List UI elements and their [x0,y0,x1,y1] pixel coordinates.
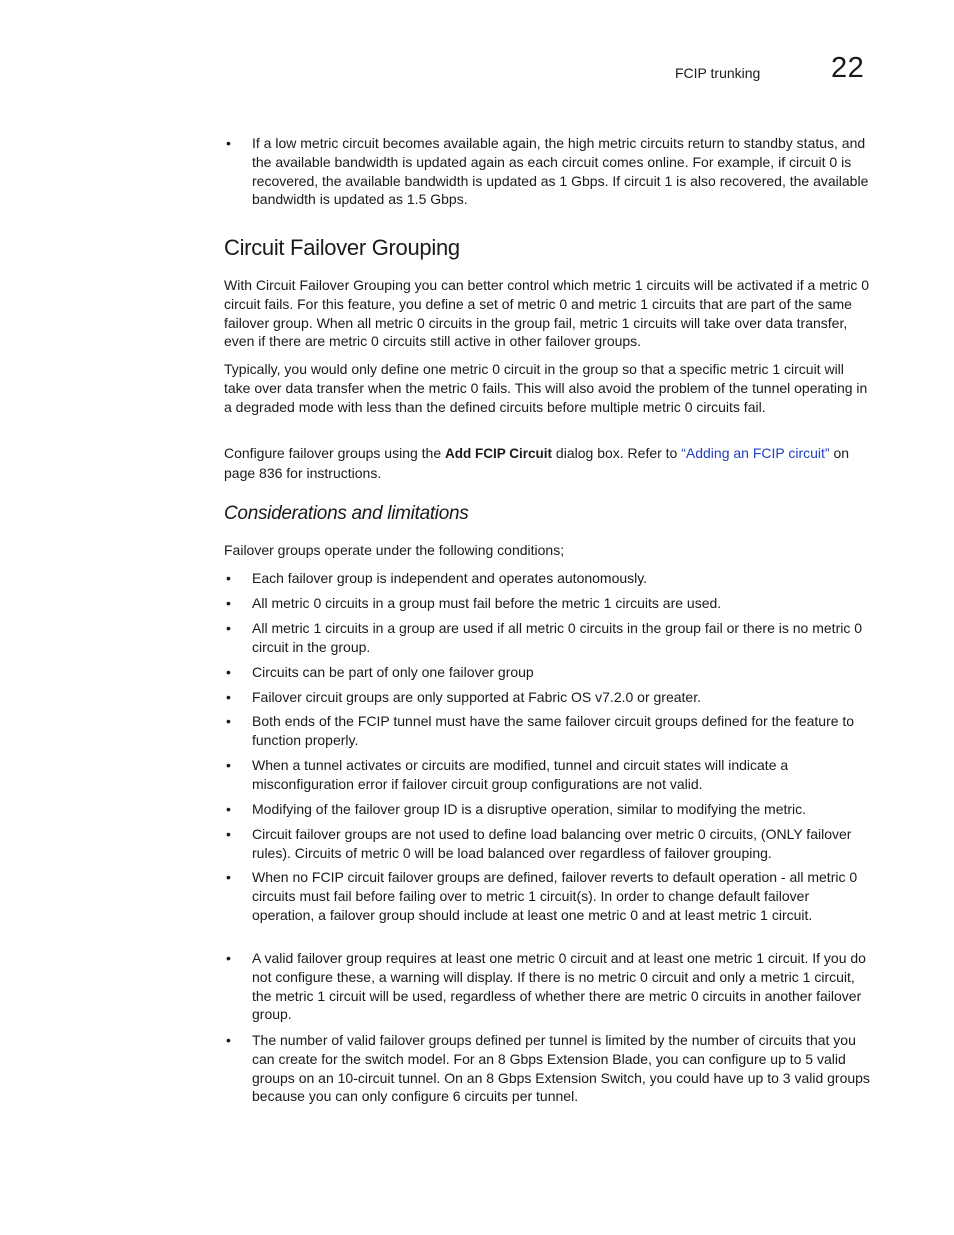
section-heading: Circuit Failover Grouping [224,235,460,260]
intro-bullet-list [224,134,870,209]
list-item: • Circuits can be part of only one failover group [224,663,870,682]
list-item: • The number of valid failover groups defined per tunnel is limited by the number of circuits that you can create for the switch model. For an 8 Gbps Extension Blade, you can configure up to 5 valid groups on an 10-circuit tunnel. On an 8 Gbps Extension Switch, you could have up to 3 valid groups because you can only configure 6 circuits per tunnel. [224,1031,870,1106]
para3-suffix: on page 836 for instructions. [224,445,850,481]
dialog-name: Add FCIP Circuit [445,446,553,461]
list-item: • Modifying of the failover group ID is a disruptive operation, similar to modifying the metric. [224,800,870,819]
para3-prefix: Configure failover groups using the [224,445,446,461]
list-item: • When no FCIP circuit failover groups are defined, failover reverts to default operation - all metric 0 circuits must fail before failing over to metric 1 circuit(s). In order to change default failover operation, a failover group should include at least one metric 0 and at least metric 1 circuit. [224,868,870,924]
chapter-number: 22 [831,52,865,84]
list-item: • All metric 0 circuits in a group must fail before the metric 1 circuits are used. [224,594,870,613]
section-paragraph-1: With Circuit Failover Grouping you can better control which metric 1 circuits will be activated if a metric 0 circuit fails. For this feature, you define a set of metric 0 and metric 1 circuits that are part of the same failover group. When all metric 0 circuits in the group fail, metric 1 circuits will take over data transfer, even if there are metric 0 circuits still active in other failover groups. [224,277,870,350]
list-item: • When a tunnel activates or circuits are modified, tunnel and circuit states will indicate a misconfiguration error if failover circuit group configurations are not valid. [224,756,870,794]
section-paragraph-3 [224,444,870,483]
list-item: • Each failover group is independent and operates autonomously. [224,569,870,588]
running-header-section: FCIP trunking [675,65,761,81]
para3-middle: dialog box. Refer to [552,445,682,461]
subsection-heading: Considerations and limitations [224,503,469,524]
cross-reference-link[interactable]: “Adding an FCIP circuit” [681,445,830,461]
list-item: • Failover circuit groups are only supported at Fabric OS v7.2.0 or greater. [224,688,870,707]
list-item: • A valid failover group requires at least one metric 0 circuit and at least one metric 1 circuit. If you do not configure these, a warning will display. If there is no metric 0 circuit and only a metric 1 circuit, the metric 1 circuit will be used, regardless of whether there are metric 0 circuits in another failover group. [224,949,870,1024]
intro-bullet: • If a low metric circuit becomes available again, the high metric circuits return to standby status, and the available bandwidth is updated again as each circuit comes online. For example, if circuit 0 is recovered, the available bandwidth is updated as 1 Gbps. If circuit 1 is also recovered, the available bandwidth is updated as 1.5 Gbps. [224,134,870,209]
subsection-lead: Failover groups operate under the following conditions; [224,542,565,558]
list-item: • Circuit failover groups are not used to define load balancing over metric 0 circuits, (ONLY failover rules). Circuits of metric 0 will be load balanced over regardless of failover grouping. [224,825,870,863]
section-paragraph-2: Typically, you would only define one metric 0 circuit in the group so that a specific metric 1 circuit will take over data transfer when the metric 0 fails. This will also avoid the problem of the tunnel operating in a degraded mode with less than the defined circuits before multiple metric 0 circuits fail. [224,361,868,415]
list-item: • All metric 1 circuits in a group are used if all metric 0 circuits in the group fail or there is no metric 0 circuit in the group. [224,619,870,657]
list-item: • Both ends of the FCIP tunnel must have the same failover circuit groups defined for the feature to function properly. [224,712,870,750]
